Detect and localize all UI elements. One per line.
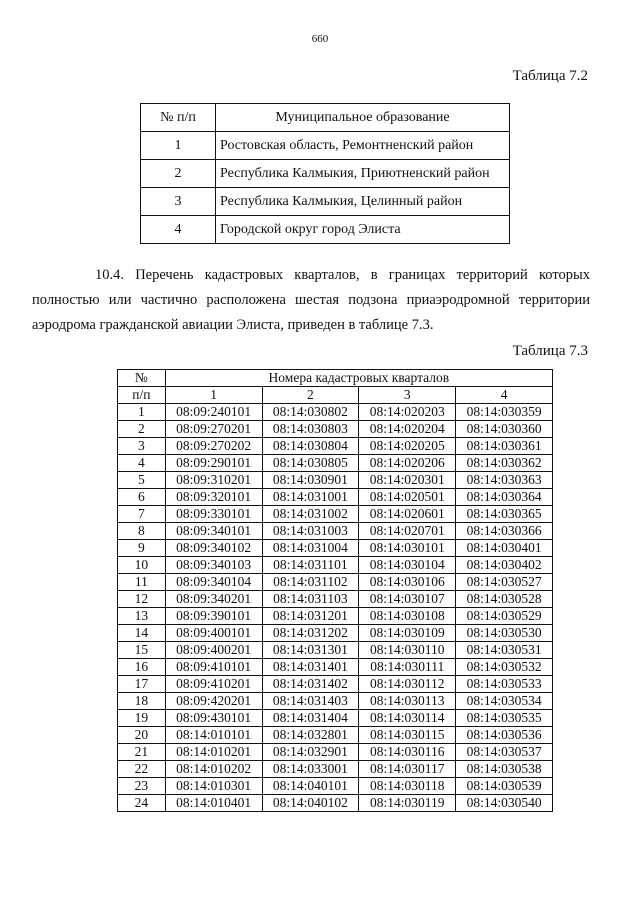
cadastral-quarter-number: 08:09:410201 [165,676,262,693]
cadastral-quarter-number: 08:14:020205 [359,438,456,455]
cadastral-quarter-number: 08:09:270202 [165,438,262,455]
cadastral-quarter-number: 08:14:031401 [262,659,359,676]
cadastral-quarter-number: 08:14:030534 [456,693,553,710]
cadastral-quarter-number: 08:14:030364 [456,489,553,506]
table-row [118,557,553,574]
row-number: 12 [118,591,166,608]
cadastral-quarter-number: 08:14:020203 [359,404,456,421]
table-row [118,540,553,557]
cadastral-quarter-number: 08:14:031002 [262,506,359,523]
row-number: 3 [118,438,166,455]
cadastral-quarter-number: 08:09:420201 [165,693,262,710]
cadastral-quarter-number: 08:14:031103 [262,591,359,608]
cadastral-quarter-number: 08:14:030531 [456,642,553,659]
cadastral-quarter-number: 08:09:340102 [165,540,262,557]
column-number: 3 [359,387,456,404]
header-num-top: № [118,370,166,387]
row-number: 8 [118,523,166,540]
cadastral-quarter-number: 08:14:030537 [456,744,553,761]
cadastral-quarter-number: 08:14:030539 [456,778,553,795]
cadastral-quarter-number: 08:14:030804 [262,438,359,455]
paragraph-line: полностью или частично расположена шестая подзона приаэродромной территории [32,292,590,308]
row-number: 3 [141,188,216,216]
cadastral-quarter-number: 08:14:020206 [359,455,456,472]
cadastral-quarter-number: 08:14:030104 [359,557,456,574]
cadastral-quarter-number: 08:14:031001 [262,489,359,506]
cadastral-quarter-number: 08:14:030527 [456,574,553,591]
cadastral-quarter-number: 08:14:020204 [359,421,456,438]
table-row [141,188,510,216]
page-number: 660 [311,33,329,45]
municipality-name: Республика Калмыкия, Приютненский район [216,160,510,188]
row-number: 2 [118,421,166,438]
cadastral-quarter-number: 08:14:030402 [456,557,553,574]
paragraph-10-4 [32,263,590,338]
cadastral-quarter-number: 08:14:030532 [456,659,553,676]
table-row [118,574,553,591]
table-row [118,421,553,438]
cadastral-quarter-number: 08:09:340201 [165,591,262,608]
cadastral-quarter-number: 08:14:031202 [262,625,359,642]
column-number: 1 [165,387,262,404]
cadastral-quarter-number: 08:14:031301 [262,642,359,659]
table-row [118,642,553,659]
cadastral-quarter-number: 08:14:020701 [359,523,456,540]
cadastral-quarter-number: 08:14:031102 [262,574,359,591]
cadastral-quarter-number: 08:14:030538 [456,761,553,778]
table-row [118,778,553,795]
cadastral-quarter-number: 08:14:031403 [262,693,359,710]
cadastral-quarter-number: 08:14:010401 [165,795,262,812]
table-row [118,710,553,727]
header-number: № п/п [141,104,216,132]
row-number: 24 [118,795,166,812]
table-row [118,438,553,455]
cadastral-quarter-number: 08:14:030901 [262,472,359,489]
cadastral-quarter-number: 08:14:030803 [262,421,359,438]
table-row [118,591,553,608]
municipality-name: Республика Калмыкия, Целинный район [216,188,510,216]
table-row [118,676,553,693]
cadastral-quarter-number: 08:14:031003 [262,523,359,540]
cadastral-quarter-number: 08:14:030113 [359,693,456,710]
table-row [118,404,553,421]
cadastral-quarter-number: 08:14:030529 [456,608,553,625]
cadastral-quarter-number: 08:09:340104 [165,574,262,591]
cadastral-quarter-number: 08:14:030528 [456,591,553,608]
cadastral-quarter-number: 08:14:020501 [359,489,456,506]
cadastral-quarter-number: 08:14:030101 [359,540,456,557]
cadastral-quarter-number: 08:14:020301 [359,472,456,489]
column-number: 2 [262,387,359,404]
row-number: 23 [118,778,166,795]
table-header-row [141,104,510,132]
cadastral-quarter-number: 08:14:030362 [456,455,553,472]
cadastral-quarter-number: 08:14:032801 [262,727,359,744]
cadastral-quarter-number: 08:09:290101 [165,455,262,472]
table-7-3-caption: Таблица 7.3 [512,343,588,359]
row-number: 16 [118,659,166,676]
cadastral-quarter-number: 08:14:010301 [165,778,262,795]
cadastral-quarters-table [117,369,553,812]
paragraph-line: 10.4. Перечень кадастровых кварталов, в границах территорий которых [95,267,590,283]
table-row [118,744,553,761]
table-7-2-caption: Таблица 7.2 [512,68,588,84]
table-row [118,625,553,642]
cadastral-quarter-number: 08:14:030116 [359,744,456,761]
row-number: 7 [118,506,166,523]
table-header-row [118,387,553,404]
row-number: 1 [118,404,166,421]
cadastral-quarter-number: 08:14:030805 [262,455,359,472]
cadastral-quarter-number: 08:09:270201 [165,421,262,438]
cadastral-quarter-number: 08:14:030110 [359,642,456,659]
row-number: 10 [118,557,166,574]
table-row [118,795,553,812]
row-number: 18 [118,693,166,710]
row-number: 13 [118,608,166,625]
cadastral-quarter-number: 08:09:340101 [165,523,262,540]
cadastral-quarter-number: 08:09:390101 [165,608,262,625]
table-row [118,659,553,676]
cadastral-quarter-number: 08:14:030117 [359,761,456,778]
table-row [141,216,510,244]
cadastral-quarter-number: 08:14:030111 [359,659,456,676]
cadastral-quarter-number: 08:14:030114 [359,710,456,727]
cadastral-quarter-number: 08:14:031004 [262,540,359,557]
row-number: 9 [118,540,166,557]
cadastral-quarter-number: 08:09:430101 [165,710,262,727]
row-number: 1 [141,132,216,160]
cadastral-quarter-number: 08:14:030361 [456,438,553,455]
cadastral-quarter-number: 08:14:030363 [456,472,553,489]
cadastral-quarter-number: 08:14:030359 [456,404,553,421]
cadastral-quarter-number: 08:14:030536 [456,727,553,744]
cadastral-quarter-number: 08:14:030106 [359,574,456,591]
cadastral-quarter-number: 08:14:010101 [165,727,262,744]
cadastral-quarter-number: 08:14:030115 [359,727,456,744]
row-number: 4 [141,216,216,244]
cadastral-quarter-number: 08:14:032901 [262,744,359,761]
cadastral-quarter-number: 08:14:031101 [262,557,359,574]
row-number: 21 [118,744,166,761]
row-number: 2 [141,160,216,188]
row-number: 20 [118,727,166,744]
cadastral-quarter-number: 08:09:320101 [165,489,262,506]
row-number: 5 [118,472,166,489]
header-municipality: Муниципальное образование [216,104,510,132]
cadastral-quarter-number: 08:14:010201 [165,744,262,761]
cadastral-quarter-number: 08:14:030365 [456,506,553,523]
table-row [118,455,553,472]
cadastral-quarter-number: 08:14:030119 [359,795,456,812]
cadastral-quarter-number: 08:14:030107 [359,591,456,608]
row-number: 22 [118,761,166,778]
cadastral-quarter-number: 08:09:410101 [165,659,262,676]
table-row [118,523,553,540]
cadastral-quarter-number: 08:09:240101 [165,404,262,421]
column-number: 4 [456,387,553,404]
cadastral-quarter-number: 08:14:030112 [359,676,456,693]
cadastral-quarter-number: 08:14:030360 [456,421,553,438]
municipality-name: Ростовская область, Ремонтненский район [216,132,510,160]
cadastral-quarter-number: 08:09:400101 [165,625,262,642]
cadastral-quarter-number: 08:14:030366 [456,523,553,540]
cadastral-quarter-number: 08:14:030108 [359,608,456,625]
row-number: 4 [118,455,166,472]
cadastral-quarter-number: 08:14:030530 [456,625,553,642]
header-group: Номера кадастровых кварталов [165,370,552,387]
cadastral-quarter-number: 08:14:030109 [359,625,456,642]
table-row [118,693,553,710]
cadastral-quarter-number: 08:14:010202 [165,761,262,778]
cadastral-quarter-number: 08:14:030535 [456,710,553,727]
cadastral-quarter-number: 08:14:033001 [262,761,359,778]
cadastral-quarter-number: 08:14:020601 [359,506,456,523]
cadastral-quarter-number: 08:09:340103 [165,557,262,574]
row-number: 15 [118,642,166,659]
cadastral-quarter-number: 08:14:030401 [456,540,553,557]
table-row [118,472,553,489]
cadastral-quarter-number: 08:14:031404 [262,710,359,727]
cadastral-quarter-number: 08:09:330101 [165,506,262,523]
cadastral-quarter-number: 08:14:030118 [359,778,456,795]
row-number: 6 [118,489,166,506]
table-row [141,132,510,160]
municipality-table [140,103,510,244]
row-number: 17 [118,676,166,693]
cadastral-quarter-number: 08:14:031201 [262,608,359,625]
row-number: 14 [118,625,166,642]
cadastral-quarter-number: 08:14:040101 [262,778,359,795]
cadastral-quarter-number: 08:14:031402 [262,676,359,693]
row-number: 19 [118,710,166,727]
table-row [118,489,553,506]
table-row [141,160,510,188]
header-num-bottom: п/п [118,387,166,404]
paragraph-line: аэродрома гражданской авиации Элиста, приведен в таблице 7.3. [32,317,434,333]
table-row [118,608,553,625]
row-number: 11 [118,574,166,591]
municipality-name: Городской округ город Элиста [216,216,510,244]
table-row [118,761,553,778]
cadastral-quarter-number: 08:14:030533 [456,676,553,693]
table-row [118,727,553,744]
cadastral-quarter-number: 08:14:040102 [262,795,359,812]
table-row [118,506,553,523]
cadastral-quarter-number: 08:09:310201 [165,472,262,489]
cadastral-quarter-number: 08:14:030802 [262,404,359,421]
cadastral-quarter-number: 08:14:030540 [456,795,553,812]
table-header-row [118,370,553,387]
cadastral-quarter-number: 08:09:400201 [165,642,262,659]
